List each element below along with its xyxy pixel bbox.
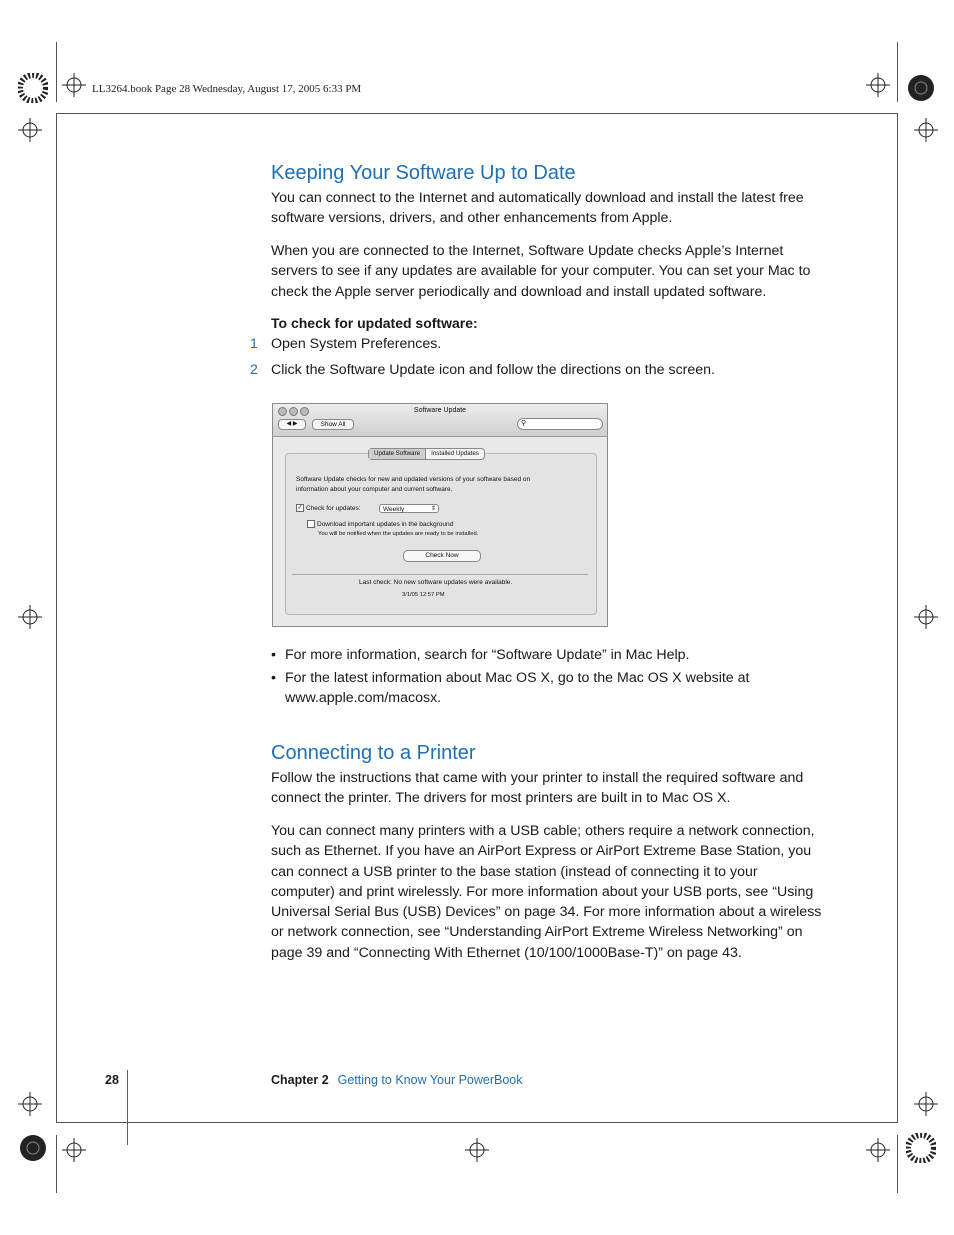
text-line: When you are connected to the Internet, Software Update checks Apple’s Internet [271,243,784,259]
page-number: 28 [105,1073,119,1087]
paragraph [271,241,831,302]
stepper-arrows-icon: ⇕ [430,506,436,512]
step-text: Click the Software Update icon and follow the directions on the screen. [271,362,715,378]
registration-mark-icon [18,73,48,103]
frequency-value: Weekly [383,506,405,513]
section-heading-software-update: Keeping Your Software Up to Date [271,162,576,184]
registration-mark-icon [914,1092,938,1116]
registration-mark-icon [906,73,936,103]
text-line: Software Update checks for new and updated versions of your software based on [296,476,531,483]
text-line: You can connect to the Internet and automatically download and install the latest free [271,190,804,206]
registration-mark-icon [62,1138,86,1162]
text-line: software versions, drivers, and other enhancements from Apple. [271,210,673,227]
bullet-text: For the latest information about Mac OS X, go to the Mac OS X website at [285,670,750,686]
bullet-item [271,645,791,665]
download-row [307,520,453,530]
section-heading-printer: Connecting to a Printer [271,742,476,764]
registration-mark-icon [18,1092,42,1116]
text-line: Universal Serial Bus (USB) Devices” on page 34. For more information about a wireless [271,904,822,921]
last-check-time: 3/1/05 12:57 PM [402,592,445,598]
software-update-window [272,403,608,627]
description [296,475,530,494]
crop-mark [56,1135,57,1193]
registration-mark-icon [866,1138,890,1162]
chapter-label: Chapter 2 [271,1073,329,1087]
trim-line-top [56,113,898,114]
registration-mark-icon [906,1133,936,1163]
subheading: To check for updated software: [271,315,478,331]
tab-installed-updates[interactable]: Installed Updates [431,450,479,457]
check-updates-label: Check for updates: [306,505,361,512]
crop-mark [56,42,57,102]
download-checkbox[interactable] [307,520,315,528]
divider [292,574,588,575]
download-note: You will be notified when the updates are ready to be installed. [318,531,479,537]
tab-update-software[interactable]: Update Software [369,449,426,459]
show-all-button[interactable]: Show All [312,419,354,430]
registration-mark-icon [18,605,42,629]
bullet-icon: • [271,647,276,663]
step-item [250,362,715,378]
step-number: 1 [250,336,258,352]
bullet-icon: • [271,670,276,686]
footer-rule [127,1070,128,1145]
magnifier-icon: ⚲ [521,420,527,427]
bullet-item [271,668,791,709]
frequency-select[interactable] [379,504,439,513]
paragraph [271,768,831,809]
print-header: LL3264.book Page 28 Wednesday, August 17, 2005 6:33 PM [92,83,362,95]
search-input[interactable] [517,418,603,430]
tab-bar [368,448,485,460]
registration-mark-icon [465,1138,489,1162]
check-now-button[interactable]: Check Now [403,550,481,562]
text-line: computer) and print wirelessly. For more information about your USB ports, see “Using [271,883,814,900]
check-updates-row [296,504,361,514]
text-line: information about your computer and current software. [296,485,453,493]
step-item [250,336,441,352]
bullet-text: For more information, search for “Software Update” in Mac Help. [285,647,690,663]
text-line: page 39 and “Connecting With Ethernet (10/100/1000Base-T)” on page 43. [271,944,742,961]
text-line: can connect a USB printer to the base station (instead of connecting it to your [271,863,758,880]
crop-mark [897,1135,898,1193]
paragraph [271,821,831,963]
text-line: or network connection, see “Understanding AirPort Extreme Wireless Networking” on [271,924,803,941]
step-text: Open System Preferences. [271,336,442,352]
text-line: servers to see if any updates are available for your computer. You can set your Mac to [271,263,811,280]
last-check: Last check: No new software updates were available. [359,579,513,586]
download-label: Download important updates in the background [317,521,454,528]
trim-line-bottom [56,1122,898,1123]
registration-mark-icon [62,73,86,97]
trim-line-left [56,113,57,1123]
window-titlebar [273,404,607,437]
registration-mark-icon [18,118,42,142]
text-line: connect the printer. The drivers for most printers are built in to Mac OS X. [271,790,731,807]
registration-mark-icon [18,1133,48,1163]
registration-mark-icon [914,605,938,629]
chapter-footer [271,1073,523,1087]
registration-mark-icon [866,73,890,97]
bullet-text: www.apple.com/macosx. [285,690,442,707]
trim-line-right [897,113,898,1123]
paragraph [271,188,831,229]
registration-mark-icon [914,118,938,142]
text-line: You can connect many printers with a USB cable; others require a network connection, [271,823,815,839]
text-line: such as Ethernet. If you have an AirPort Express or AirPort Extreme Base Station, you [271,843,812,860]
text-line: check the Apple server periodically and download and install updated software. [271,283,767,300]
step-number: 2 [250,362,258,378]
back-forward-button[interactable]: ◀ ▶ [278,419,306,430]
check-updates-checkbox[interactable]: ✓ [297,505,303,512]
chapter-title: Getting to Know Your PowerBook [337,1073,523,1087]
window-title: Software Update [413,407,467,414]
text-line: Follow the instructions that came with your printer to install the required software and [271,770,804,786]
crop-mark [897,42,898,102]
